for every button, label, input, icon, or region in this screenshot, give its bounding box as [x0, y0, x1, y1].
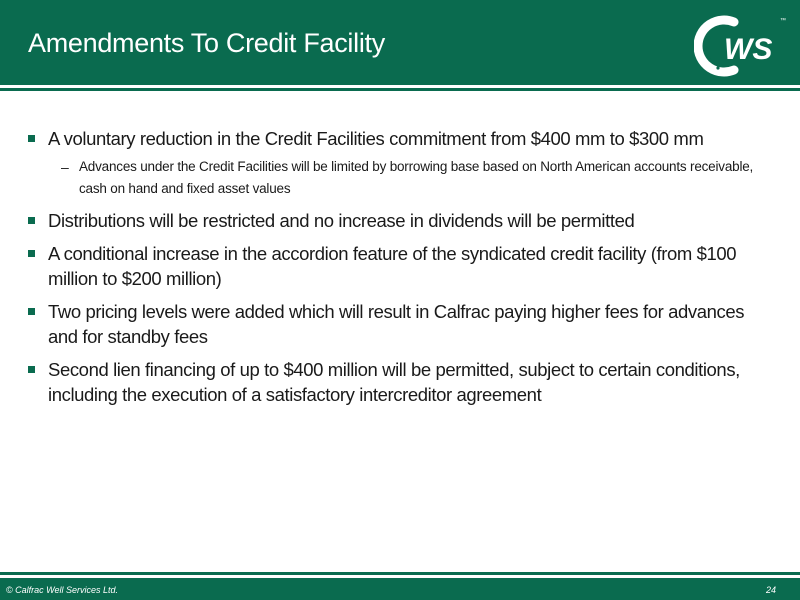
square-bullet-icon: [28, 135, 35, 142]
sub-bullet-text: Advances under the Credit Facilities will be limited by borrowing base based on North American accounts receivable, cash on hand and fixed asset values: [79, 159, 754, 196]
square-bullet-icon: [28, 217, 35, 224]
bullet-text: A conditional increase in the accordion feature of the syndicated credit facility (from $100 million to $200 million): [48, 243, 737, 289]
bullet-text: Distributions will be restricted and no increase in dividends will be permitted: [48, 210, 635, 231]
title-bar: [0, 0, 800, 85]
copyright-text: © Calfrac Well Services Ltd.: [6, 585, 118, 595]
square-bullet-icon: [28, 308, 35, 315]
bullet-item: [28, 208, 778, 233]
cws-logo-icon: [694, 8, 790, 80]
square-bullet-icon: [28, 250, 35, 257]
sub-bullet-item: [28, 156, 778, 200]
trademark-mark: ™: [780, 18, 786, 24]
bullet-text: Second lien financing of up to $400 million will be permitted, subject to certain conditions, including the execution of a satisfactory intercreditor agreement: [48, 359, 740, 405]
square-bullet-icon: [28, 366, 35, 373]
bullet-list: [28, 126, 778, 415]
slide-title: Amendments To Credit Facility: [28, 28, 385, 58]
bullet-item: [28, 126, 778, 151]
bullet-item: [28, 241, 778, 291]
dash-bullet-icon: –: [61, 159, 69, 175]
bullet-item: [28, 299, 778, 349]
logo-text: WS: [724, 33, 773, 66]
bullet-item: [28, 357, 778, 407]
bullet-text: Two pricing levels were added which will result in Calfrac paying higher fees for advances and for standby fees: [48, 301, 745, 347]
bullet-text: A voluntary reduction in the Credit Facilities commitment from $400 mm to $300 mm: [48, 128, 704, 149]
footer-bar: [0, 578, 800, 600]
title-underline: [0, 88, 800, 91]
page-number: 24: [765, 585, 776, 595]
footer-rule: [0, 572, 800, 575]
